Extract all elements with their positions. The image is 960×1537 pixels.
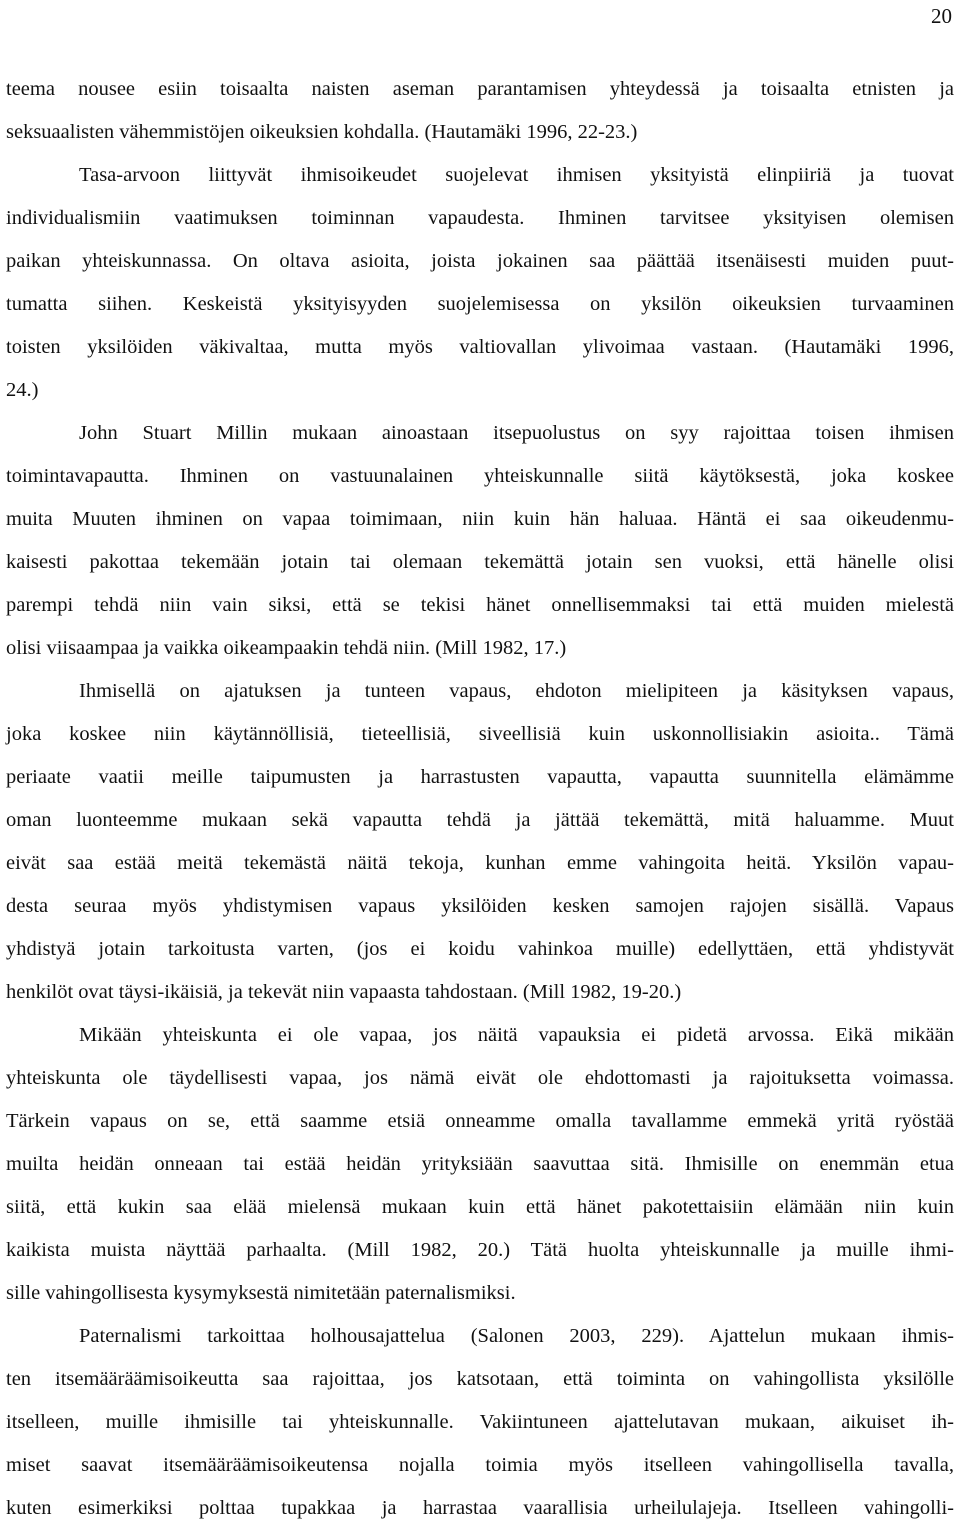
text-line: sille vahingollisesta kysymyksestä nimitetään paternalismiksi. <box>6 1282 516 1304</box>
text-line: ten itsemääräämisoikeutta saa rajoittaa, jos katsotaan, että toiminta on vahingollista yksilölle <box>6 1368 954 1390</box>
text-line: kuten esimerkiksi polttaa tupakkaa ja harrastaa vaarallisia urheilulajeja. Itselleen vahingolli- <box>6 1497 954 1519</box>
text-line: paikan yhteiskunnassa. On oltava asioita, joista jokainen saa päättää itsenäisesti muiden puut- <box>6 250 954 272</box>
text-line: itselleen, muille ihmisille tai yhteiskunnalle. Vakiintuneen ajattelutavan mukaan, aikuiset ih- <box>6 1411 954 1433</box>
text-line: henkilöt ovat täysi-ikäisiä, ja tekevät niin vapaasta tahdostaan. (Mill 1982, 19-20.) <box>6 981 682 1003</box>
text-line: parempi tehdä niin vain siksi, että se tekisi hänet onnellisemmaksi tai että muiden mielestä <box>6 594 954 616</box>
text-line: oman luonteemme mukaan sekä vapautta tehdä ja jättää tekemättä, mitä haluamme. Muut <box>6 809 954 831</box>
text-line: Tärkein vapaus on se, että saamme etsiä onneamme omalla tavallamme emmekä yritä ryöstää <box>6 1110 954 1132</box>
text-line: toimintavapautta. Ihminen on vastuunalainen yhteiskunnalle siitä käytöksestä, joka koskee <box>6 465 954 487</box>
text-line: eivät saa estää meitä tekemästä näitä tekoja, kunhan emme vahingoita heitä. Yksilön vapau- <box>6 852 954 874</box>
text-line: individualismiin vaatimuksen toiminnan vapaudesta. Ihminen tarvitsee yksityisen olemisen <box>6 207 954 229</box>
text-line: Paternalismi tarkoittaa holhousajattelua (Salonen 2003, 229). Ajattelun mukaan ihmis- <box>79 1325 954 1347</box>
text-line: teema nousee esiin toisaalta naisten aseman parantamisen yhteydessä ja toisaalta etnisten ja <box>6 78 954 100</box>
text-line: tumatta siihen. Keskeistä yksityisyyden suojelemisessa on yksilön oikeuksien turvaaminen <box>6 293 954 315</box>
text-line: John Stuart Millin mukaan ainoastaan itsepuolustus on syy rajoittaa toisen ihmisen <box>79 422 954 444</box>
body-text <box>6 68 954 1530</box>
text-line: yhdistyä jotain tarkoitusta varten, (jos ei koidu vahinkoa muille) edellyttäen, että yhdistyvät <box>6 938 954 960</box>
page-number: 20 <box>931 4 952 28</box>
text-line: miset saavat itsemääräämisoikeutensa nojalla toimia myös itselleen vahingollisella tavalla, <box>6 1454 954 1476</box>
text-line: yhteiskunta ole täydellisesti vapaa, jos nämä eivät ole ehdottomasti ja rajoituksetta voimassa. <box>6 1067 954 1089</box>
text-line: muilta heidän onneaan tai estää heidän yrityksiään saavuttaa sitä. Ihmisille on enemmän etua <box>6 1153 954 1175</box>
text-line: Mikään yhteiskunta ei ole vapaa, jos näitä vapauksia ei pidetä arvossa. Eikä mikään <box>79 1024 954 1046</box>
text-line: kaisesti pakottaa tekemään jotain tai olemaan tekemättä jotain sen vuoksi, että hänelle olisi <box>6 551 954 573</box>
text-line: Tasa-arvoon liittyvät ihmisoikeudet suojelevat ihmisen yksityistä elinpiiriä ja tuovat <box>79 164 954 186</box>
text-line: 24.) <box>6 379 39 401</box>
text-line: olisi viisaampaa ja vaikka oikeampaakin tehdä niin. (Mill 1982, 17.) <box>6 637 567 659</box>
text-line: toisten yksilöiden väkivaltaa, mutta myös valtiovallan ylivoimaa vastaan. (Hautamäki 1996, <box>6 336 954 358</box>
text-line: seksuaalisten vähemmistöjen oikeuksien kohdalla. (Hautamäki 1996, 22-23.) <box>6 121 638 143</box>
text-line: joka koskee niin käytännöllisiä, tieteellisiä, siveellisiä kuin uskonnollisiakin asioita.. Tämä <box>6 723 954 745</box>
text-line: Ihmisellä on ajatuksen ja tunteen vapaus, ehdoton mielipiteen ja käsityksen vapaus, <box>79 680 954 702</box>
text-line: desta seuraa myös yhdistymisen vapaus yksilöiden kesken samojen rajojen sisällä. Vapaus <box>6 895 954 917</box>
text-line: muita Muuten ihminen on vapaa toimimaan, niin kuin hän haluaa. Häntä ei saa oikeudenmu- <box>6 508 954 530</box>
text-line: kaikista muista näyttää parhaalta. (Mill 1982, 20.) Tätä huolta yhteiskunnalle ja muille ihmi- <box>6 1239 954 1261</box>
text-line: periaate vaatii meille taipumusten ja harrastusten vapautta, vapautta suunnitella elämämme <box>6 766 954 788</box>
text-line: siitä, että kukin saa elää mielensä mukaan kuin että hänet pakotettaisiin elämään niin kuin <box>6 1196 954 1218</box>
